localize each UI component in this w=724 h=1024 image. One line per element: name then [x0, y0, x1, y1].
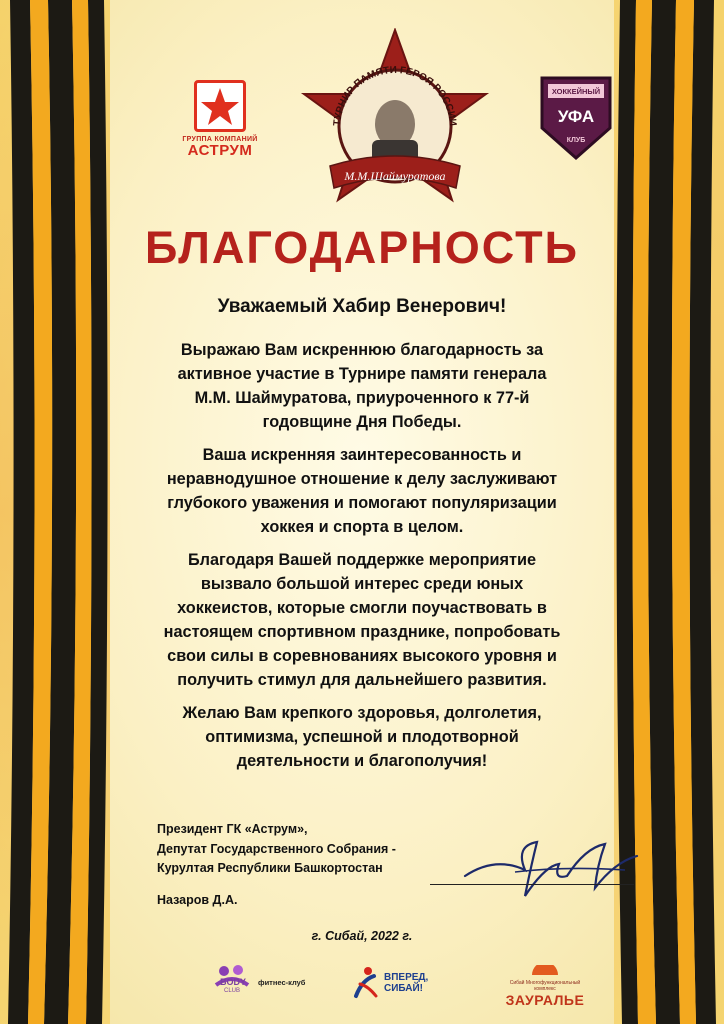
signer-title — [157, 820, 396, 879]
paragraph-3 — [150, 548, 574, 692]
signer-line: Курултая Республики Башкортостан — [157, 861, 383, 875]
line: вызвало большой интерес среди юных — [200, 575, 524, 593]
tournament-emblem — [300, 28, 490, 208]
ufa-bottom-text: КЛУБ — [566, 137, 586, 144]
paragraph-2 — [150, 443, 574, 539]
line: М.М. Шаймуратова, приуроченного к 77-й — [194, 389, 530, 407]
sun-icon — [530, 965, 560, 975]
place-date: г. Сибай, 2022 г. — [311, 929, 413, 943]
line: хоккеистов, которые смогли поучаствовать в — [177, 599, 547, 617]
astrum-star-icon — [194, 80, 246, 132]
paragraph-4 — [150, 701, 574, 773]
document-title: БЛАГОДАРНОСТЬ — [145, 222, 579, 273]
signature-line — [430, 884, 634, 885]
line: Желаю Вам крепкого здоровья, долголетия, — [182, 704, 542, 722]
zauralye-subtitle: Сибай Многофункциональный комплекс — [509, 980, 581, 992]
line: глубокого уважения и помогают популяризации — [167, 494, 557, 512]
emblem-arc-text: ТУРНИР ПАМЯТИ ГЕРОЯ РОССИИ — [331, 64, 459, 127]
line: годовщине Дня Победы. — [262, 413, 462, 431]
handwritten-signature — [455, 836, 645, 902]
astrum-subtitle: ГРУППА КОМПАНИЙ — [182, 136, 258, 143]
sibay-logo — [352, 966, 428, 1000]
letter-body — [150, 338, 574, 782]
line: активное участие в Турнире памяти генерала — [177, 365, 547, 383]
runner-icon — [352, 966, 378, 1000]
line: Ваша искренняя заинтересованность и — [202, 446, 522, 464]
emblem-banner-text: М.М.Шаймуратова — [344, 169, 446, 183]
line: хоккея и спорта в целом. — [260, 518, 464, 536]
signer-line: Президент ГК «Аструм», — [157, 822, 308, 836]
astrum-name: АСТРУМ — [187, 142, 253, 159]
line: настоящем спортивном празднике, попробовать — [163, 623, 561, 641]
signer-name: Назаров Д.А. — [157, 893, 238, 907]
line: получить стимул для дальнейшего развития. — [177, 671, 547, 689]
paragraph-1 — [150, 338, 574, 434]
body-club-figure-icon — [212, 963, 252, 1001]
astrum-logo — [180, 80, 260, 158]
body-club-text: CLUB — [224, 988, 241, 994]
greeting: Уважаемый Хабир Венерович! — [217, 296, 507, 317]
left-ribbon-decoration — [0, 0, 110, 1024]
line: Выражаю Вам искреннюю благодарность за — [180, 341, 544, 359]
ufa-name-text: УФА — [557, 107, 595, 126]
fitness-label: фитнес-клуб — [258, 977, 306, 987]
zauralye-logo — [500, 962, 590, 1008]
body-club-logo — [212, 962, 305, 1002]
line: оптимизма, успешной и плодотворной — [205, 728, 519, 746]
zauralye-name: ЗАУРАЛЬЕ — [505, 992, 585, 1008]
line: Благодаря Вашей поддержке мероприятие — [187, 551, 537, 569]
sibay-line-1: ВПЕРЕД, — [384, 972, 429, 983]
line: свои силы в соревнованиях высокого уровня и — [167, 647, 557, 665]
signer-line: Депутат Государственного Собрания - — [157, 841, 396, 856]
line: деятельности и благополучия! — [236, 752, 488, 770]
sibay-line-2: СИБАЙ! — [384, 983, 423, 994]
ufa-top-text: ХОККЕЙНЫЙ — [551, 87, 601, 96]
ufa-club-logo — [536, 72, 616, 162]
line: неравнодушное отношение к делу заслуживают — [166, 470, 558, 488]
body-brand-text: BODY — [220, 977, 247, 987]
